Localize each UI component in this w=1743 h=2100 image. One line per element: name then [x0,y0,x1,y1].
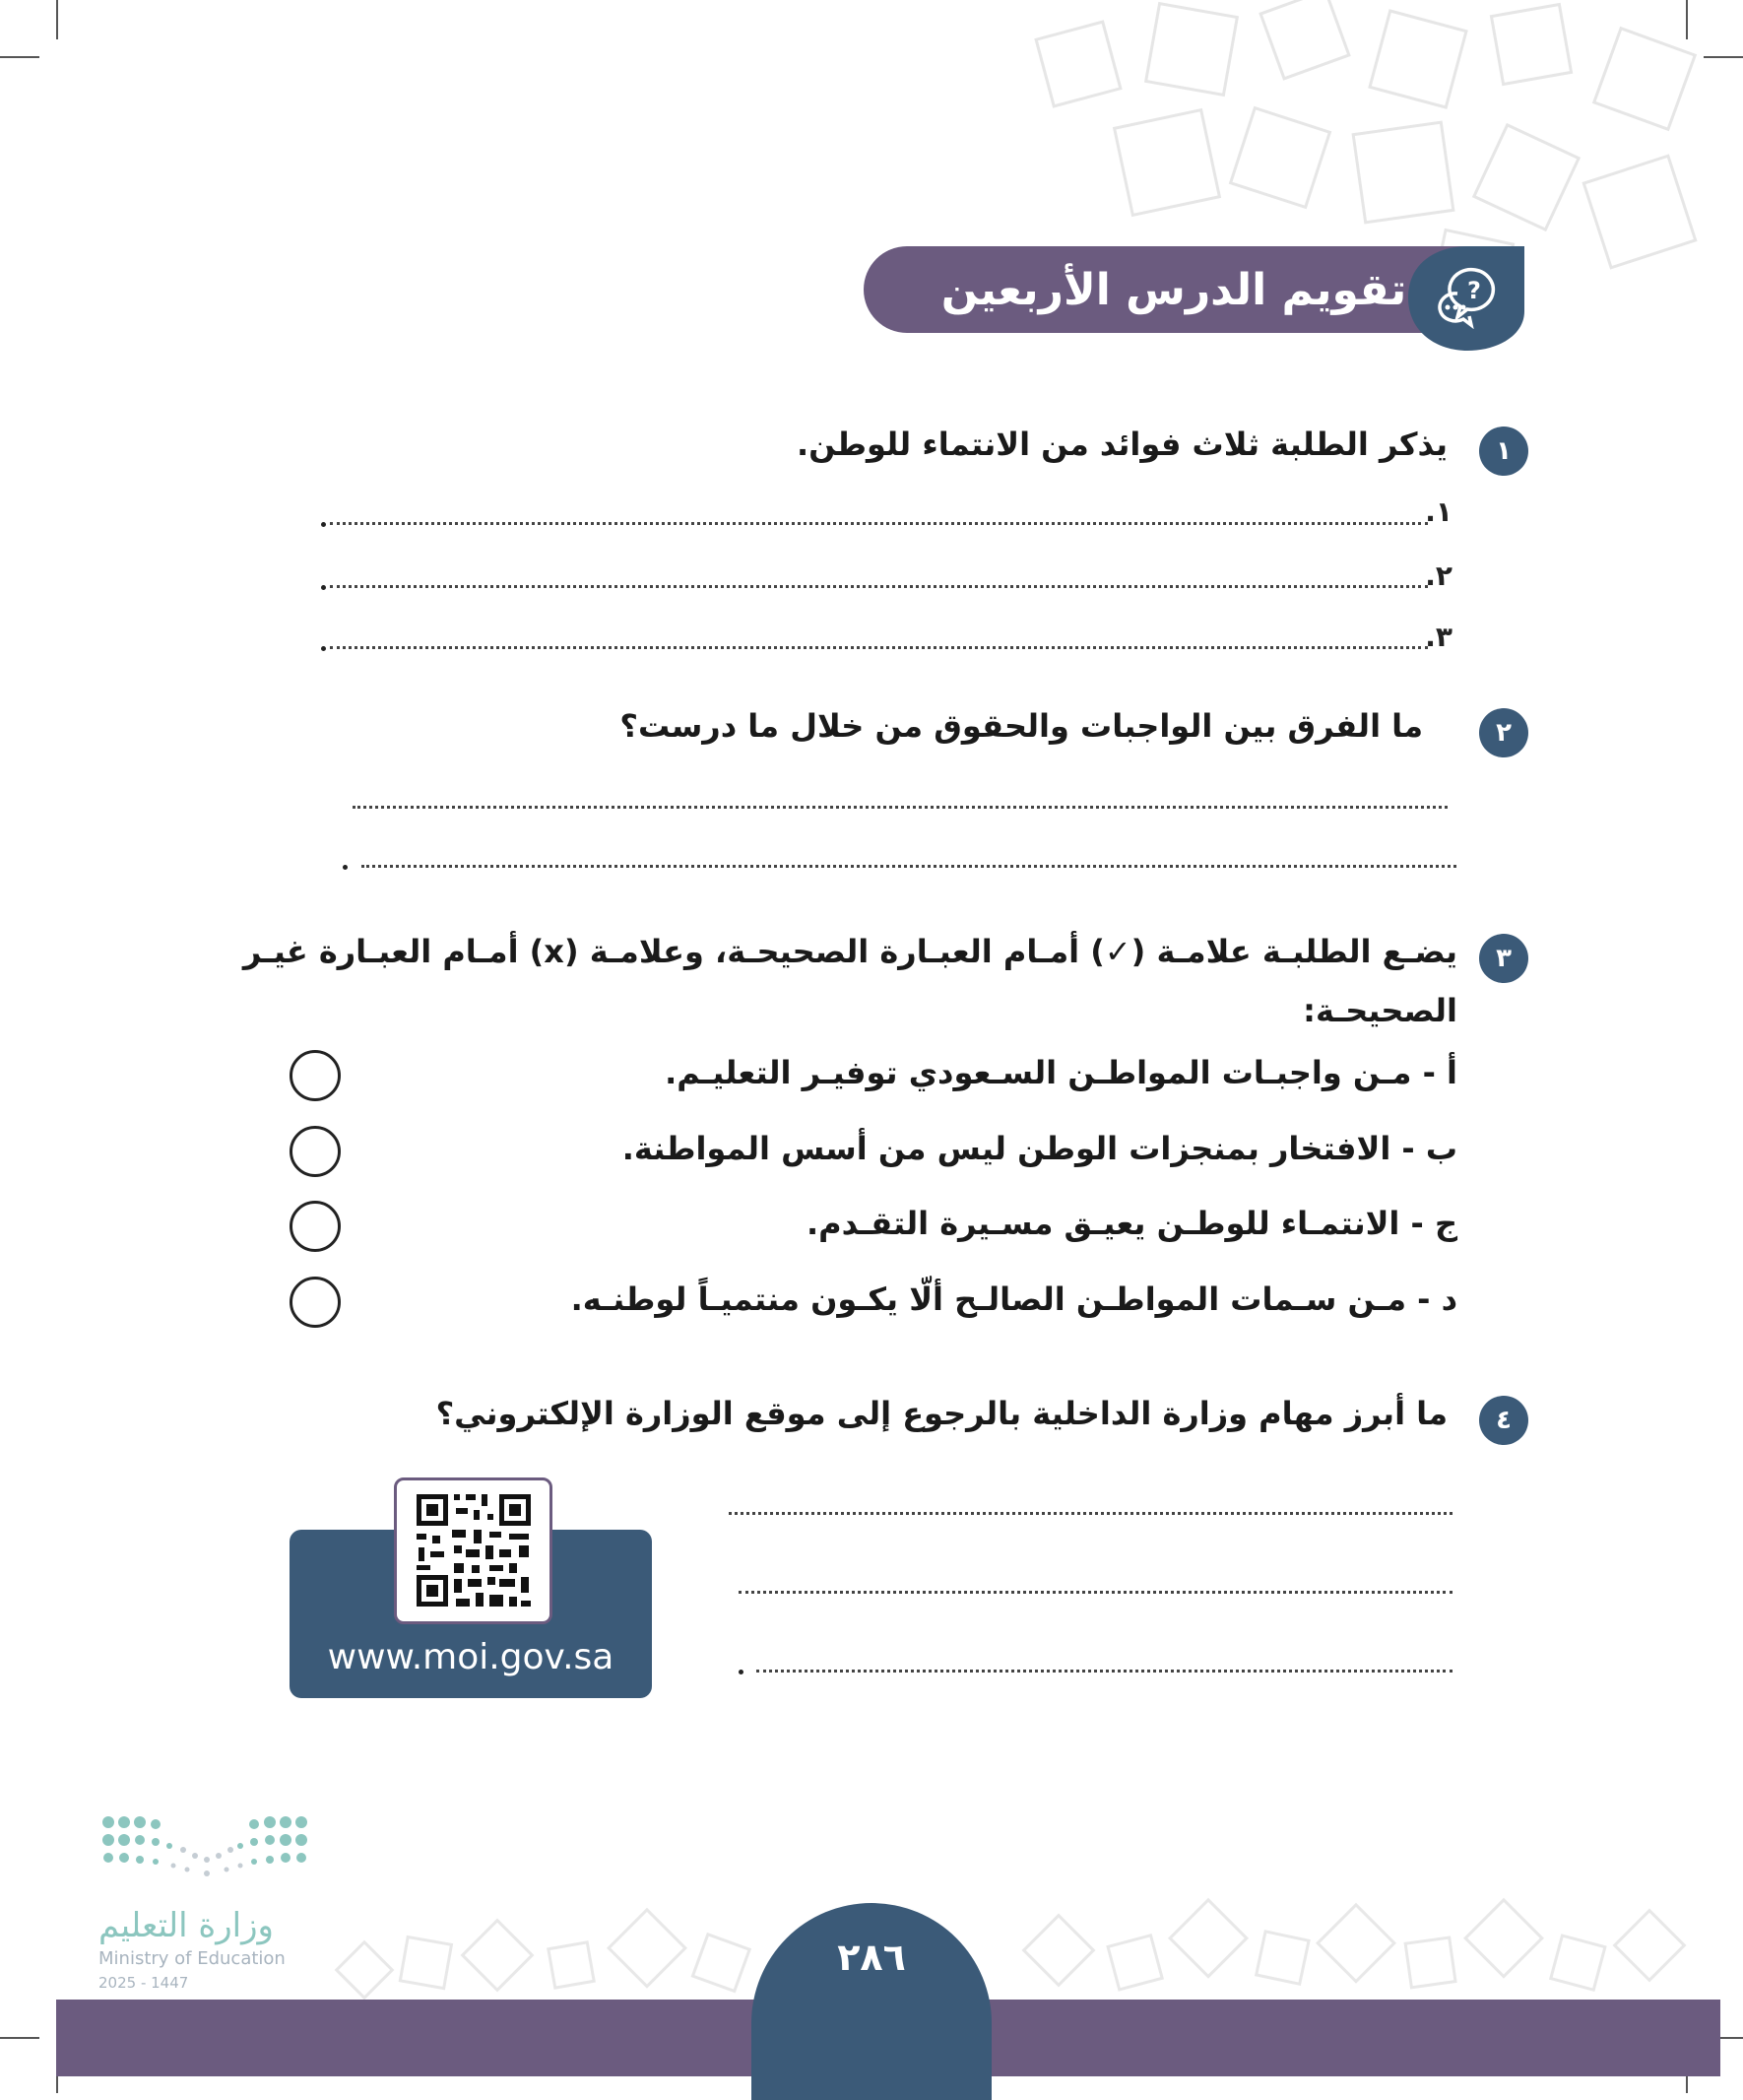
crop-mark [0,2037,39,2039]
question-1-text: يذكر الطلبة ثلاث فوائد من الانتماء للوطن. [796,426,1448,463]
crop-mark [56,0,58,39]
question-3-text-cont: الصحيحـة: [1303,992,1457,1029]
answer-circle[interactable] [290,1050,341,1101]
line-end-dot [321,522,326,527]
qr-code[interactable] [394,1477,552,1624]
qr-code-icon [397,1480,549,1621]
website-link[interactable]: www.moi.gov.sa [327,1637,614,1677]
question-number: ٣ [1479,934,1528,983]
answer-line-number: ٢. [1425,559,1452,592]
ministry-name-english: Ministry of Education [98,1948,286,1969]
page-title: تقويم الدرس الأربعين [940,264,1407,315]
statement-label: د - [1417,1280,1457,1318]
answer-line-number: ١. [1425,495,1452,528]
answer-line[interactable] [330,522,1428,525]
svg-text:?: ? [1467,277,1481,304]
answer-line[interactable] [361,865,1456,868]
title-badge [1398,242,1528,353]
statement-text: الانتمـاء للوطـن يعيـق مسـيرة التقـدم. [806,1205,1400,1242]
line-end-dot [343,865,348,870]
answer-line[interactable] [330,646,1428,649]
answer-line[interactable] [330,585,1428,588]
lesson-title-banner [864,246,1484,333]
question-number: ١ [1479,427,1528,476]
answer-line[interactable] [756,1670,1452,1673]
statement-text: مـن سـمات المواطـن الصالـح ألّا يكـون منتميـاً لوطنـه. [570,1280,1407,1318]
statement-item [665,1054,1457,1091]
statement-item [807,1205,1457,1242]
statement-label: ج - [1410,1205,1457,1242]
line-end-dot [321,585,326,590]
statement-item [622,1130,1457,1167]
question-4-text: ما أبرز مهام وزارة الداخلية بالرجوع إلى موقع الوزارة الإلكتروني؟ [435,1395,1448,1432]
statement-item [571,1280,1457,1318]
line-end-dot [321,646,326,651]
answer-line[interactable] [729,1512,1452,1515]
statement-text: الافتخار بمنجزات الوطن ليس من أسس المواطنة. [621,1130,1391,1167]
question-number: ٤ [1479,1396,1528,1445]
answer-line[interactable] [739,1591,1452,1594]
ministry-logo-dots [98,1810,315,1899]
answer-line-number: ٣. [1425,621,1452,653]
question-3-text: يضـع الطلبـة علامـة (✓) أمـام العبـارة الصحيحـة، وعلامـة (x) أمـام العبـارة غيـر [242,933,1457,970]
statement-label: ب - [1401,1130,1457,1167]
ministry-name-arabic: وزارة التعليم [98,1906,274,1945]
answer-circle[interactable] [290,1201,341,1252]
edition-year: 2025 - 1447 [98,1974,189,1992]
crop-mark [0,56,39,58]
line-end-dot [739,1670,743,1674]
page-number: ٢٨٦ [837,1936,906,1979]
statement-label: أ - [1422,1054,1457,1091]
question-2-text: ما الفرق بين الواجبات والحقوق من خلال ما درست؟ [619,707,1423,745]
answer-circle[interactable] [290,1277,341,1328]
answer-line[interactable] [353,806,1448,809]
decorative-pattern [325,1871,1723,2000]
chat-question-icon [1436,264,1505,329]
answer-circle[interactable] [290,1126,341,1177]
question-number: ٢ [1479,708,1528,757]
statement-text: مـن واجبـات المواطـن السـعودي توفيـر التعليـم. [665,1054,1412,1091]
